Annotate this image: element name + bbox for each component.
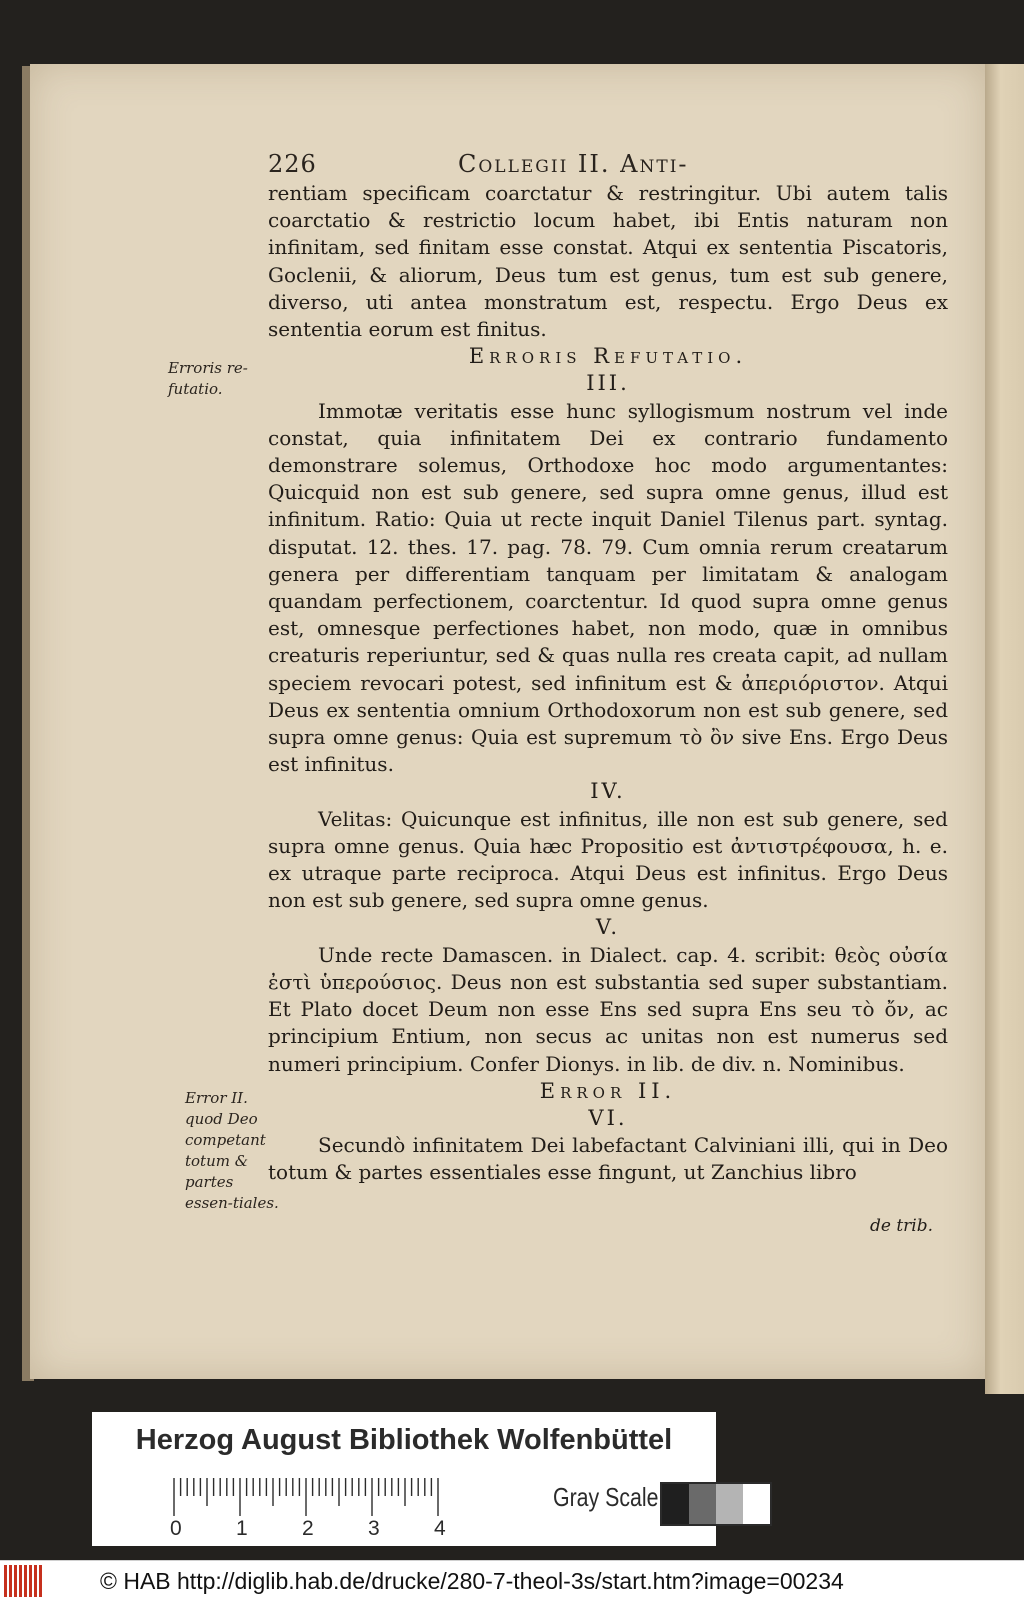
library-name: Herzog August Bibliothek Wolfenbüttel (135, 1424, 673, 1456)
section-heading: Error II. (539, 1078, 677, 1103)
catchword: de trib. (870, 1216, 934, 1236)
gray-swatch (716, 1484, 743, 1524)
ruler-number: 4 (434, 1517, 446, 1540)
gray-swatch (689, 1484, 716, 1524)
paragraph: Secundò infinitatem Dei labefactant Calviniani illi, qui in Deo totum & partes essentiales esse fingunt, ut Zanchius libro (268, 1133, 948, 1185)
gray-scale-swatches (660, 1482, 772, 1526)
section-numeral: V. (595, 915, 621, 940)
paragraph: Unde recte Damascen. in Dialect. cap. 4. scribit: θεὸς οὐσία ἐστὶ ὑπερούσιος. Deus non est substantia sed super substantiam. Et Plato docet Deum non esse Ens sed supra Ens seu τὸ ὄν, ac principium Entium, non secus ac unitas non est numerus sed numeri principium. Confer Dionys. in lib. de div. n. Nominibus. (268, 942, 948, 1076)
section-numeral: VI. (588, 1105, 628, 1130)
scan-calibration-card (92, 1412, 716, 1546)
paragraph: rentiam specificam coarctatur & restringitur. Ubi autem talis coarctatio & restrictio locum habet, ibi Entis naturam non infinitam, sed finitam esse constat. Atqui ex sententia Piscatoris, Goclenii, & aliorum, Deus tum est genus, tum est sub genere, diverso, uti antea monstratum est, respectu. Ergo Deus ex sententia eorum est finitus. (268, 181, 948, 342)
gray-swatch (662, 1484, 689, 1524)
ruler-number: 1 (236, 1517, 248, 1540)
paragraph: Immotæ veritatis esse hunc syllogismum nostrum vel inde constat, quia infinitatem Dei ex contrario fundamento demonstrare solemus, Orthodoxe hoc modo argumentantes: Quicquid non est sub genere, sed supra omne genus, illud est infinitum. Ratio: Quia ut recte inquit Daniel Tilenus part. syntag. disputat. 12. thes. 17. pag. 78. 79. Cum omnia rerum creatarum genera per differentiam tanquam per limitatam & analogam quandam perfectionem, coarctentur. Id quod supra omne genus est, omnesque perfectiones habet, non modo, quæ in omnibus creaturis reperiuntur, sed & quas nulla res creata capit, ad nullam speciem revocari potest, sed infinitum est & ἀπεριόριστον. Atqui Deus ex sententia omnium Orthodoxorum non est sub genere, sed supra omne genus: Quia est supremum τὸ ὂν sive Ens. Ergo Deus est infinitus. (268, 398, 948, 777)
facing-page-edge (985, 64, 1024, 1394)
main-text (268, 180, 948, 1187)
running-title: Collegii II. Anti- (458, 150, 689, 178)
gray-scale-label: Gray Scale (553, 1482, 659, 1512)
section-heading: Erroris Refutatio. (468, 344, 748, 369)
ruler-numbers (170, 1517, 530, 1543)
ruler-number: 0 (170, 1517, 182, 1540)
footer-bar (0, 1560, 1024, 1602)
ruler-number: 2 (302, 1517, 314, 1540)
gray-swatch (743, 1484, 770, 1524)
ruler-number: 3 (368, 1517, 380, 1540)
ruler (172, 1478, 532, 1518)
page-number: 226 (268, 150, 317, 178)
paragraph: Velitas: Quicunque est infinitus, ille non est sub genere, sed supra omne genus. Quia hæc Propositio est ἀντιστρέφουσα, h. e. ex utraque parte reciproca. Atqui Deus est infinitus. Ergo Deus non est sub genere, sed supra omne genus. (268, 806, 948, 913)
section-numeral: III. (586, 371, 630, 396)
hab-logo-icon (4, 1565, 44, 1597)
marginal-note: Erroris re-futatio. (168, 359, 248, 398)
copyright-url: © HAB http://diglib.hab.de/drucke/280-7-theol-3s/start.htm?image=00234 (100, 1568, 844, 1594)
marginal-note: Error II. quod Deo competant totum & partes essen-tiales. (185, 1089, 279, 1212)
section-numeral: IV. (590, 779, 626, 804)
